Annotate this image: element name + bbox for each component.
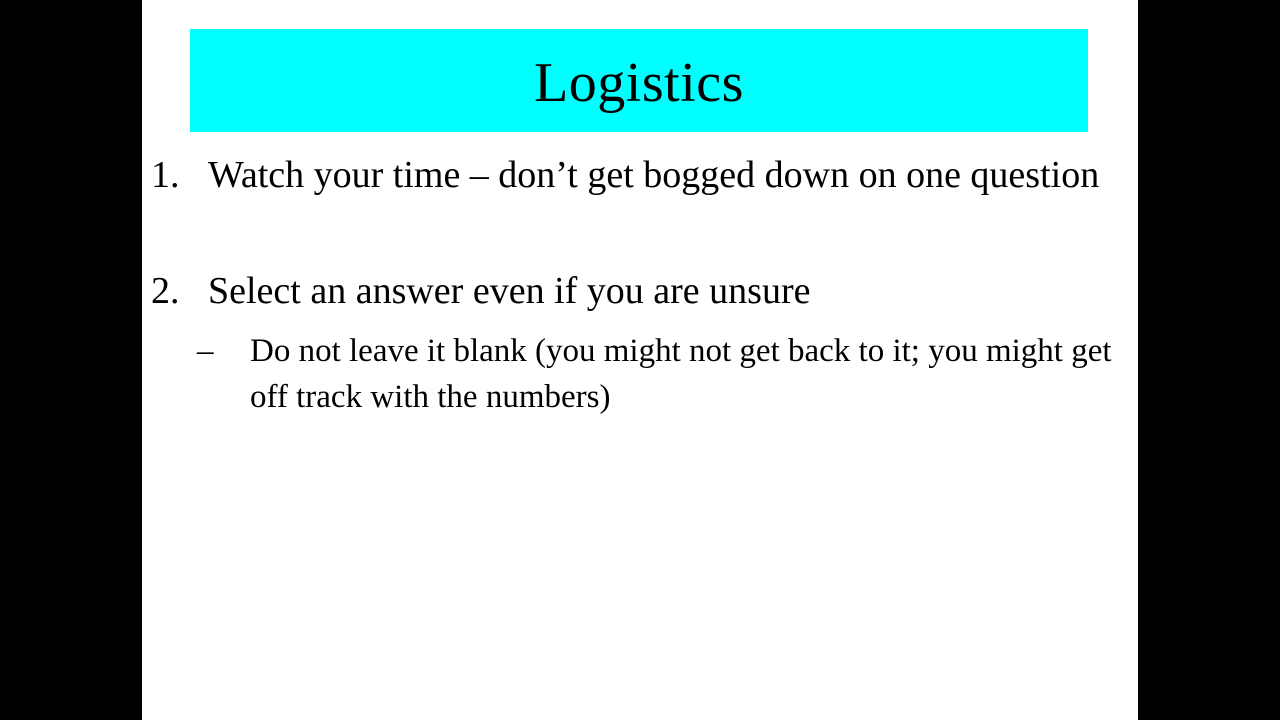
list-item-text: Watch your time – don’t get bogged down on one question — [208, 154, 1100, 196]
list-item — [142, 264, 1132, 318]
title-bar — [190, 29, 1088, 132]
slide — [142, 0, 1138, 720]
list-item — [142, 148, 1132, 256]
list-item-number: 2. — [151, 270, 180, 312]
sub-list-item — [142, 328, 1132, 424]
list-item-text: Select an answer even if you are unsure — [208, 270, 811, 312]
list-item-number: 1. — [151, 154, 180, 196]
dash-bullet: – — [197, 333, 214, 369]
sub-list-item-text: Do not leave it blank (you might not get back to it; you might get off track with the numbers) — [250, 333, 1112, 415]
slide-title: Logistics — [534, 51, 744, 114]
